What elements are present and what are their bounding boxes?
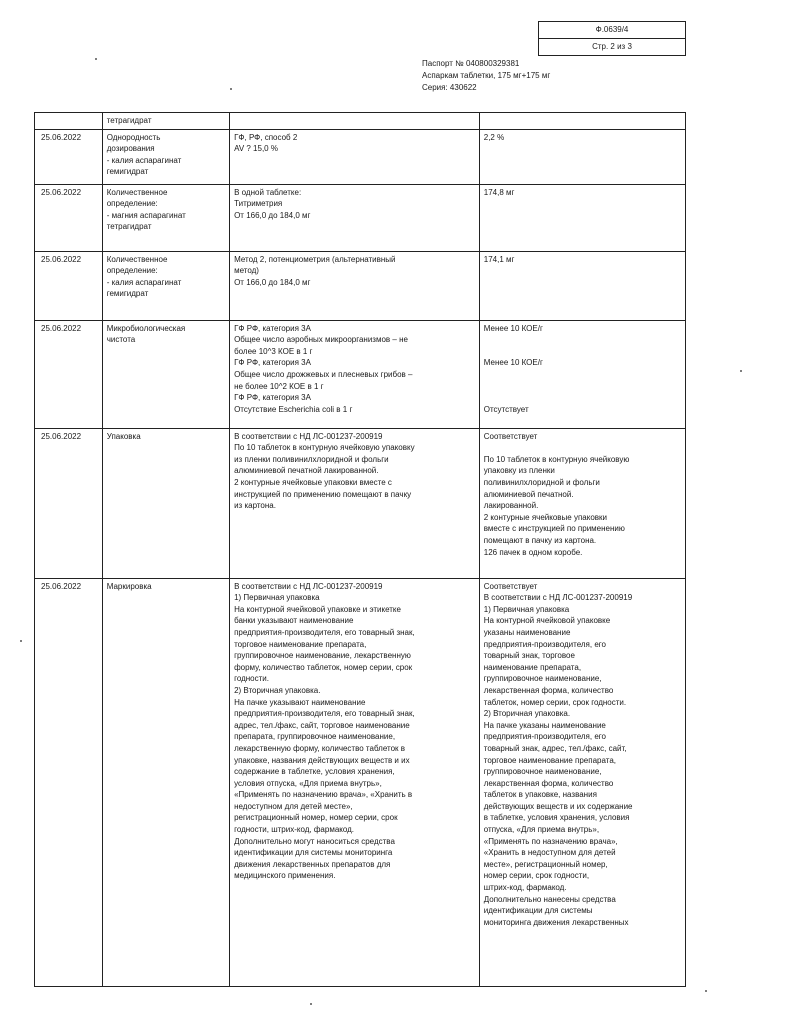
product-name: Аспаркам таблетки, 175 мг+175 мг: [422, 71, 551, 80]
result-cell: Соответствует По 10 таблеток в контурную ячейковую упаковку из пленки поливинилхлоридной и фольги алюминиевой печатной. лакированной. 2 контурные ячейковые упаковки вместе с инструкцией по применению помещают в пачку из картона. 126 пачек в одном коробе.: [479, 428, 685, 578]
date-cell: [35, 113, 103, 130]
method-cell: В соответствии с НД ЛС-001237-200919 1) Первичная упаковка На контурной ячейковой упаковке и этикетке банки указывают наименование предприятия-производителя, его товарный знак, торговое наименование препарата, группировочное наименование, лекарственную форму, количество таблеток, номер серии, срок годности. 2) Вторичная упаковка. На пачке указывают наименование предприятия-производителя, его товарный знак, адрес, тел./факс, сайт, торговое наименование препарата, группировочное наименование, лекарственную форму, количество таблеток в упаковке, названия действующих веществ и их содержание в таблетке, условия хранения, условия отпуска, «Для приема внутрь», «Применять по назначению врача», «Хранить в недоступном для детей месте», регистрационный номер, номер серии, срок годности, штрих-код, фармакод. Дополнительно могут наноситься средства идентификации для системы мониторинга движения лекарственных препаратов для медицинского применения.: [230, 578, 480, 986]
scan-speck: [705, 990, 707, 992]
scan-speck: [740, 370, 742, 372]
date-cell: 25.06.2022: [35, 578, 103, 986]
indicator-cell: Количественное определение: - калия аспарагинат гемигидрат: [102, 251, 229, 320]
result-cell: 174,1 мг: [479, 251, 685, 320]
date-cell: 25.06.2022: [35, 129, 103, 184]
table-row: [35, 251, 686, 320]
table-row: [35, 428, 686, 578]
table-row: [35, 113, 686, 130]
method-cell: В одной таблетке: Титриметрия От 166,0 до 184,0 мг: [230, 184, 480, 251]
date-cell: 25.06.2022: [35, 320, 103, 428]
scan-speck: [95, 58, 97, 60]
result-cell: Соответствует В соответствии с НД ЛС-001237-200919 1) Первичная упаковка На контурной ячейковой упаковке указаны наименование предприятия-производителя, его товарный знак, торговое наименование препарата, группировочное наименование, лекарственная форма, количество таблеток, номер серии, срок годности. 2) Вторичная упаковка. На пачке указаны наименование предприятия-производителя, его товарный знак, адрес, тел./факс, сайт, торговое наименование препарата, группировочное наименование, лекарственная форма, количество таблеток в упаковке, названия действующих веществ и их содержание в таблетке, условия хранения, условия отпуска, «Для приема внутрь», «Применять по назначению врача», «Хранить в недоступном для детей месте», регистрационный номер, номер серии, срок годности, штрих-код, фармакод. Дополнительно нанесены средства идентификации для системы мониторинга движения лекарственных: [479, 578, 685, 986]
indicator-cell: Однородность дозирования - калия аспарагинат гемигидрат: [102, 129, 229, 184]
date-cell: 25.06.2022: [35, 184, 103, 251]
method-cell: ГФ РФ, категория 3А Общее число аэробных микроорганизмов – не более 10^3 КОЕ в 1 г ГФ РФ, категория 3А Общее число дрожжевых и плесневых грибов – не более 10^2 КОЕ в 1 г ГФ РФ, категория 3А Отсутствие Escherichia coli в 1 г: [230, 320, 480, 428]
form-code: Ф.0639/4: [595, 25, 629, 34]
date-cell: 25.06.2022: [35, 251, 103, 320]
results-table: [34, 112, 686, 987]
scan-speck: [310, 1003, 312, 1005]
passport-number: Паспорт № 040800329381: [422, 59, 520, 68]
scan-speck: [20, 640, 22, 642]
passport-info: [422, 58, 550, 94]
result-cell: 2,2 %: [479, 129, 685, 184]
series-number: Серия: 430622: [422, 83, 477, 92]
result-cell: 174,8 мг: [479, 184, 685, 251]
table-row: [35, 320, 686, 428]
method-cell: Метод 2, потенциометрия (альтернативный метод) От 166,0 до 184,0 мг: [230, 251, 480, 320]
method-cell: ГФ, РФ, способ 2 AV ? 15,0 %: [230, 129, 480, 184]
indicator-cell: тетрагидрат: [102, 113, 229, 130]
indicator-cell: Микробиологическая чистота: [102, 320, 229, 428]
method-cell: [230, 113, 480, 130]
date-cell: 25.06.2022: [35, 428, 103, 578]
result-cell: Менее 10 КОЕ/г Менее 10 КОЕ/г Отсутствует: [479, 320, 685, 428]
form-code-box: [538, 21, 686, 56]
method-cell: В соответствии с НД ЛС-001237-200919 По 10 таблеток в контурную ячейковую упаковку из пленки поливинилхлоридной и фольги алюминиевой печатной лакированной. 2 контурные ячейковые упаковки вместе с инструкцией по применению помещают в пачку из картона.: [230, 428, 480, 578]
indicator-cell: Маркировка: [102, 578, 229, 986]
page-number: Стр. 2 из 3: [539, 38, 685, 55]
indicator-cell: Упаковка: [102, 428, 229, 578]
table-row: [35, 184, 686, 251]
indicator-cell: Количественное определение: - магния аспарагинат тетрагидрат: [102, 184, 229, 251]
result-cell: [479, 113, 685, 130]
table-row: [35, 578, 686, 986]
table-row: [35, 129, 686, 184]
scan-speck: [230, 88, 232, 90]
